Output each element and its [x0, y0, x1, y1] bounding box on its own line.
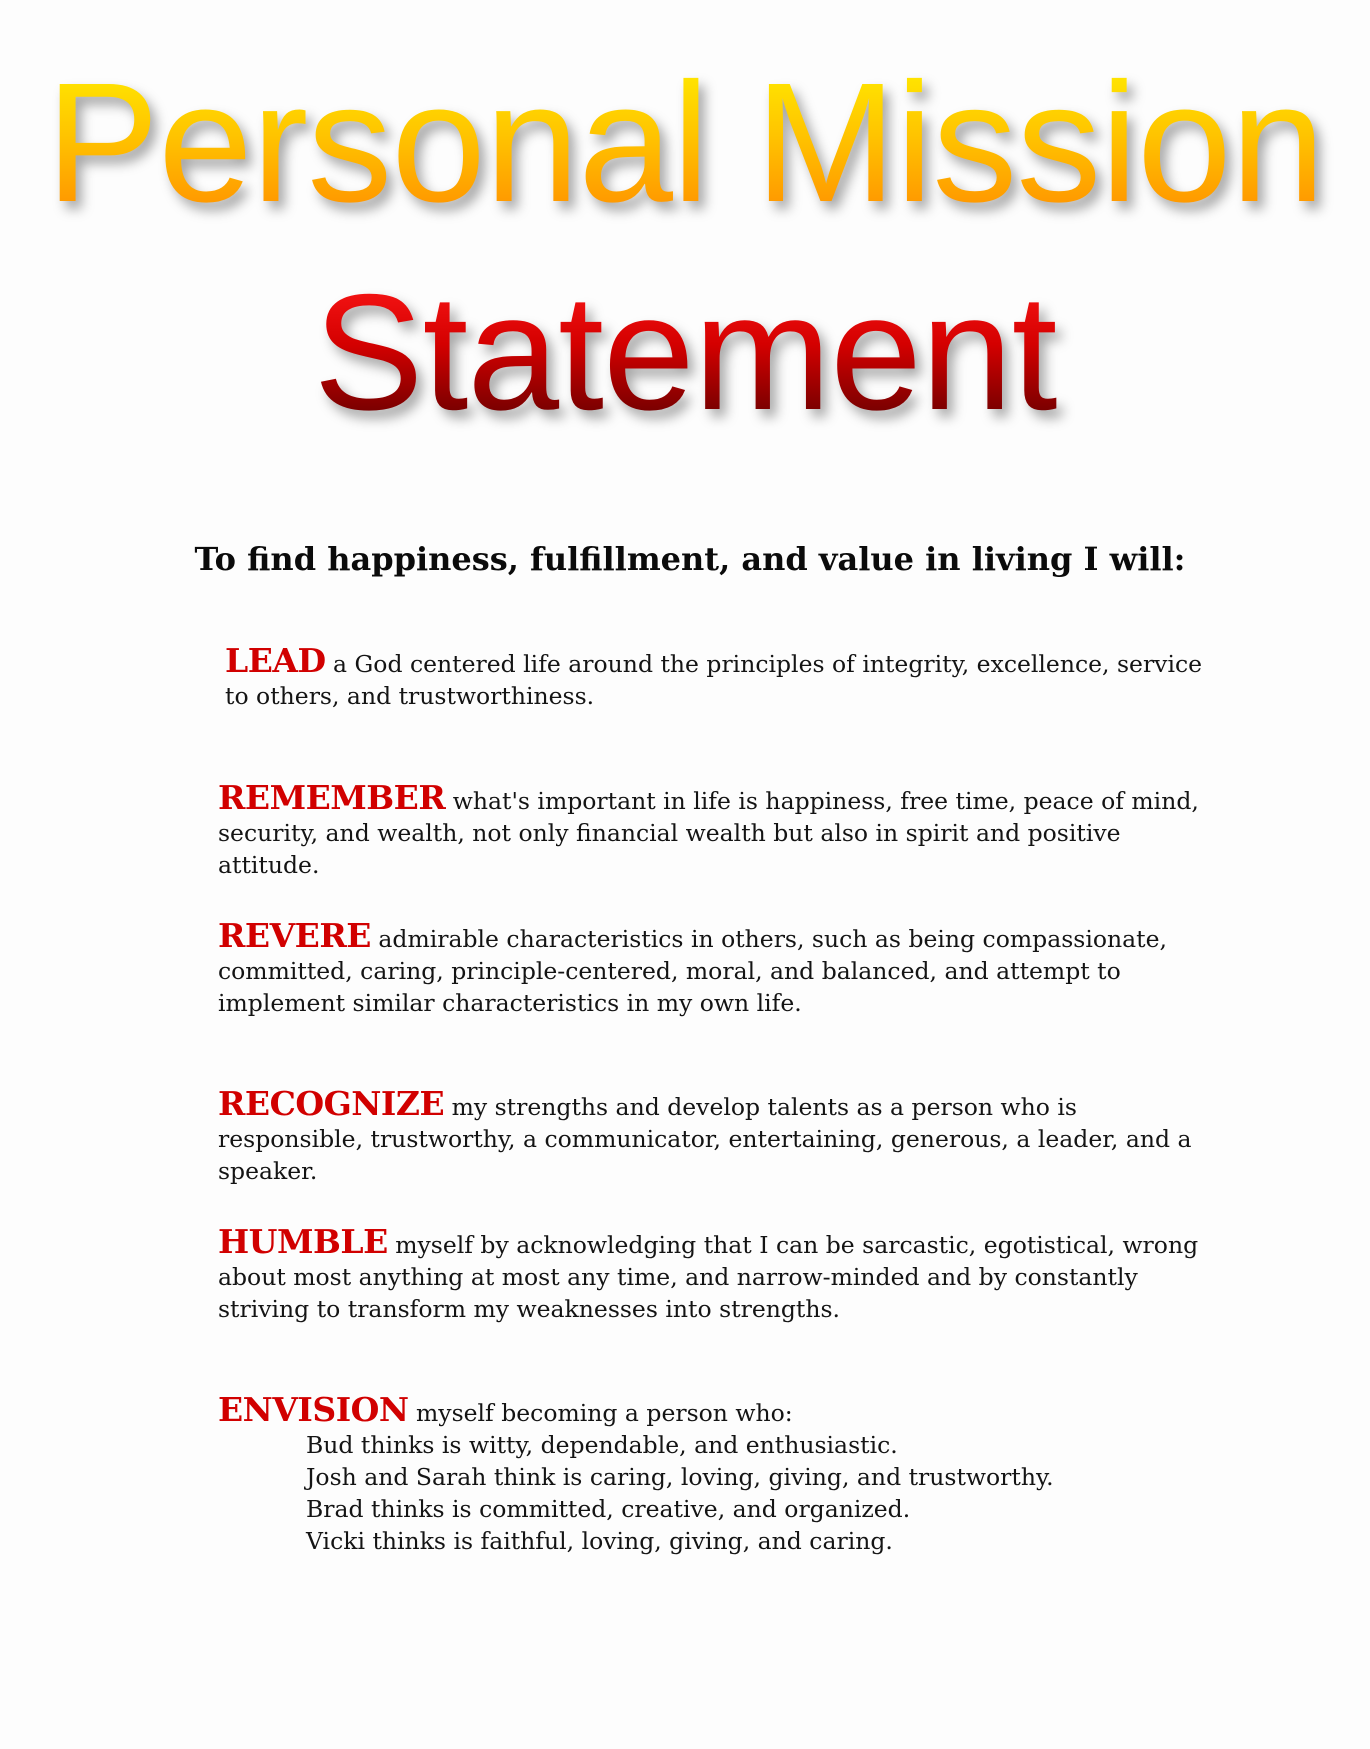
- envision-list: [218, 1429, 1218, 1557]
- entry-keyword: REMEMBER: [218, 778, 446, 817]
- entry-keyword: RECOGNIZE: [218, 1084, 445, 1123]
- entry-text: myself becoming a person who:: [408, 1399, 793, 1427]
- entry-lead: [225, 641, 1225, 712]
- entry-text: admirable characteristics in others, such as being compassionate, committed, caring, principle-centered, moral, and balanced, and attempt to implement similar characteristics in my own life.: [218, 925, 1167, 1017]
- entry-text: my strengths and develop talents as a person who is responsible, trustworthy, a communicator, entertaining, generous, a leader, and a speaker.: [218, 1093, 1192, 1185]
- entry-envision: [218, 1390, 1218, 1557]
- entry-keyword: HUMBLE: [218, 1222, 388, 1261]
- entry-recognize: [218, 1084, 1218, 1187]
- entry-keyword: ENVISION: [218, 1390, 409, 1429]
- list-item: Josh and Sarah think is caring, loving, giving, and trustworthy.: [306, 1463, 1054, 1491]
- list-item: Brad thinks is committed, creative, and organized.: [306, 1495, 911, 1523]
- entry-text: what's important in life is happiness, free time, peace of mind, security, and wealth, not only financial wealth but also in spirit and positive attitude.: [218, 787, 1199, 879]
- subtitle: To find happiness, fulfillment, and value in living I will:: [194, 540, 1186, 578]
- entry-text: a God centered life around the principles of integrity, excellence, service to others, and trustworthiness.: [225, 650, 1203, 710]
- entry-humble: [218, 1222, 1218, 1325]
- entry-text: myself by acknowledging that I can be sarcastic, egotistical, wrong about most anything at most any time, and narrow-minded and by constantly striving to transform my weaknesses into strengths.: [218, 1231, 1199, 1323]
- entry-revere: [218, 916, 1218, 1019]
- entry-keyword: LEAD: [225, 641, 326, 680]
- list-item: Bud thinks is witty, dependable, and enthusiastic.: [306, 1431, 898, 1459]
- title-line-statement: Statement: [0, 270, 1370, 435]
- title-line-personal-mission: Personal Mission: [0, 58, 1370, 228]
- entry-remember: [218, 778, 1218, 881]
- entry-keyword: REVERE: [218, 916, 371, 955]
- list-item: Vicki thinks is faithful, loving, giving, and caring.: [306, 1527, 893, 1555]
